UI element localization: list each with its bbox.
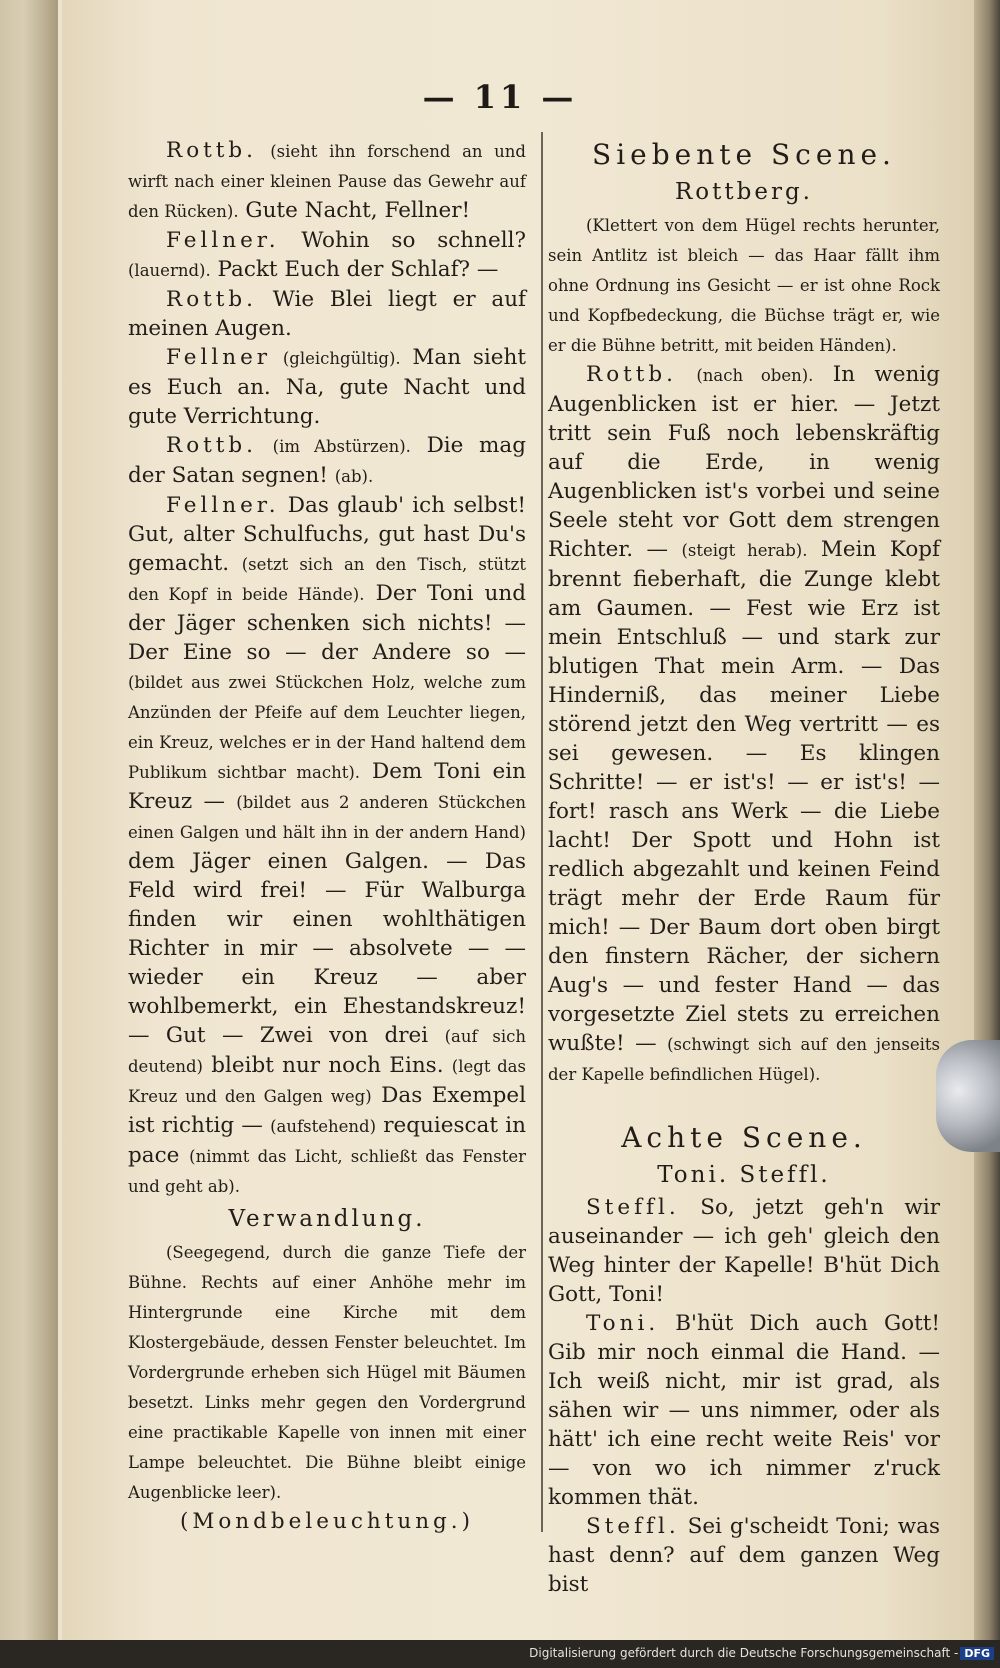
dialogue-text: Sei g'scheidt Toni; was hast denn? auf dem ganzen Weg bist bbox=[548, 1514, 941, 1597]
dialogue-text: Das Exempel ist richtig — bbox=[128, 1083, 526, 1138]
dialogue-text: requiescat in pace bbox=[128, 1113, 526, 1168]
stage-direction: (nach oben). bbox=[696, 366, 814, 385]
dialogue-text: Das glaub' ich selbst! Gut, alter Schulfuchs, gut hast Du's gemacht. bbox=[128, 493, 526, 576]
speaker-name: Fellner bbox=[166, 345, 272, 370]
stage-direction: (aufstehend) bbox=[270, 1117, 377, 1136]
stage-direction: (im Abstürzen). bbox=[272, 437, 411, 456]
dialogue-text: Mein Kopf brennt fieberhaft, die Zunge klebt am Gaumen. — Fest wie Erz ist mein Entschluß — und stark zur blutigen That mein Arm. — Das Hinderniß, das meiner Liebe störend jetzt den Weg vertritt — es sei gewesen. — Es klingen Schritte! — er ist's! — er ist's! — fort! rasch ans Werk — die Liebe lacht! Der Spott und Hohn ist redlich abgezahlt und keinen Feind trägt mehr der Erde Raum für mich! — Der Baum dort oben birgt den finstern Rächer, der sichern Aug's — und fester Hand — das vorgesetzte Ziel stets zu erreichen wußte! — bbox=[548, 537, 940, 1056]
dialogue-text: Gute Nacht, Fellner! bbox=[245, 198, 471, 223]
dialogue-text: Der Toni und der Jäger schenken sich nichts! — Der Eine so — der Andere so — bbox=[128, 581, 526, 665]
stage-description bbox=[128, 1237, 526, 1507]
stage-direction: (bildet aus 2 anderen Stückchen einen Galgen und hält ihn in der andern Hand) bbox=[128, 793, 526, 842]
scene-character: Rottberg. bbox=[674, 179, 813, 205]
stage-direction: (schwingt sich auf den jenseits der Kapelle befindlichen Hügel). bbox=[548, 1035, 940, 1084]
stage-direction: (Klettert von dem Hügel rechts herunter, sein Antlitz ist bleich — das Haar fällt ihm ohne Ordnung ins Gesicht — er ist ohne Rock und Kopfbedeckung, die Büchse trägt er, wie er die Bühne betritt, mit beiden Händen). bbox=[548, 216, 940, 355]
dialogue-paragraph bbox=[548, 1309, 940, 1512]
scene-heading: Achte Scene. bbox=[621, 1121, 867, 1154]
dialogue-paragraph bbox=[128, 226, 526, 285]
speaker-name: Toni. bbox=[586, 1311, 660, 1336]
speaker-name: Rottb. bbox=[166, 433, 258, 458]
dialogue-text: So, jetzt geh'n wir auseinander — ich geh' gleich den Weg hinter der Kapelle! B'hüt Dich Gott, Toni! bbox=[548, 1195, 940, 1307]
page-gutter-shadow bbox=[974, 0, 1000, 1640]
stage-description bbox=[548, 210, 940, 360]
dialogue-text: Dem Toni ein Kreuz — bbox=[128, 759, 526, 814]
dialogue-text: bleibt nur noch Eins. bbox=[211, 1053, 444, 1078]
dialogue-text: Man sieht es Euch an. Na, gute Nacht und gute Verrichtung. bbox=[128, 345, 526, 429]
column-divider bbox=[541, 132, 543, 1532]
stage-direction: (Seegegend, durch die ganze Tiefe der Bühne. Rechts auf einer Anhöhe mehr im Hintergrunde eine Kirche mit dem Klostergebäude, dessen Fenster beleuchtet. Im Vordergrunde erheben sich Hügel mit Bäumen besetzt. Links mehr gegen den Vordergrund eine practikable Kapelle von innen mit einer Lampe beleuchtet. Die Bühne bleibt einige Augenblicke leer). bbox=[128, 1243, 526, 1502]
stage-direction: (nimmt das Licht, schließt das Fenster und geht ab). bbox=[128, 1147, 526, 1196]
stage-direction: (steigt herab). bbox=[681, 541, 808, 560]
dialogue-text: In wenig Augenblicken ist er hier. — Jetzt tritt sein Fuß noch lebenskräftig auf die Erde, in wenig Augenblicken ist's vorbei und seine Seele steht vor Gott dem strengen Richter. — bbox=[548, 362, 940, 562]
dialogue-text: B'hüt Dich auch Gott! Gib mir noch einmal die Hand. — Ich weiß nicht, mir ist grad, als sähen wir — uns nimmer, oder als hätt' ich eine recht weite Reis' vor — von wo ich nimmer z'ruck kommen thät. bbox=[548, 1311, 940, 1510]
stage-direction: (gleichgültig). bbox=[282, 349, 401, 368]
dialogue-paragraph bbox=[128, 431, 526, 491]
stage-direction: (legt das Kreuz und den Galgen weg) bbox=[128, 1057, 526, 1106]
right-column bbox=[548, 136, 940, 1599]
dialogue-paragraph bbox=[128, 136, 526, 226]
speaker-name: Fellner. bbox=[166, 228, 280, 253]
speaker-name: Rottb. bbox=[586, 362, 678, 387]
dialogue-text: dem Jäger einen Galgen. — Das Feld wird frei! — Für Walburga finden wir einen wohlthätigen Richter in mir — absolvete — — wieder ein Kreuz — aber wohlbemerkt, ein Ehestandskreuz! — Gut — Zwei von drei bbox=[128, 849, 526, 1048]
digitization-footer bbox=[0, 1646, 1000, 1660]
dialogue-paragraph bbox=[548, 1193, 940, 1309]
previous-page-edge bbox=[0, 0, 58, 1640]
dialogue-text: Wohin so schnell? bbox=[301, 228, 526, 253]
speaker-name: Steffl. bbox=[586, 1195, 680, 1220]
speaker-name: Fellner. bbox=[166, 493, 280, 518]
stage-direction: (setzt sich an den Tisch, stützt den Kopf in beide Hände). bbox=[128, 555, 527, 604]
transformation-heading: Verwandlung. bbox=[228, 1206, 426, 1232]
page-number: — 11 — bbox=[422, 78, 578, 116]
dialogue-text: Wie Blei liegt er auf meinen Augen. bbox=[128, 287, 526, 341]
stage-direction: (ab). bbox=[334, 467, 374, 486]
dialogue-paragraph bbox=[128, 343, 526, 431]
section-gap bbox=[548, 1089, 940, 1119]
dialogue-paragraph bbox=[128, 491, 526, 1201]
dialogue-paragraph bbox=[128, 285, 526, 343]
dialogue-text: Packt Euch der Schlaf? — bbox=[217, 257, 499, 282]
left-column bbox=[128, 136, 526, 1536]
dialogue-paragraph bbox=[548, 360, 940, 1089]
dialogue-paragraph bbox=[548, 1512, 940, 1599]
stage-direction: (auf sich deutend) bbox=[128, 1027, 526, 1076]
stage-direction: (lauernd). bbox=[128, 261, 211, 280]
speaker-name: Steffl. bbox=[586, 1514, 680, 1539]
speaker-name: Rottb. bbox=[166, 138, 258, 163]
scene-characters: Toni. Steffl. bbox=[657, 1162, 831, 1188]
funding-note: Digitalisierung gefördert durch die Deutsche Forschungsgemeinschaft - bbox=[529, 1646, 959, 1660]
dialogue-text: Die mag der Satan segnen! bbox=[128, 433, 526, 488]
stage-direction: (sieht ihn forschend an und wirft nach einer kleinen Pause das Gewehr auf den Rücken). bbox=[128, 142, 526, 221]
lighting-note: (Mondbeleuchtung.) bbox=[179, 1509, 475, 1534]
scanner-clip bbox=[936, 1040, 1000, 1152]
dfg-logo: DFG bbox=[960, 1647, 994, 1660]
scene-heading: Siebente Scene. bbox=[592, 138, 896, 171]
speaker-name: Rottb. bbox=[166, 287, 258, 312]
stage-direction: (bildet aus zwei Stückchen Holz, welche zum Anzünden der Pfeife auf dem Leuchter liegen, ein Kreuz, welches er in der Hand haltend dem Publikum sichtbar macht). bbox=[128, 673, 526, 782]
